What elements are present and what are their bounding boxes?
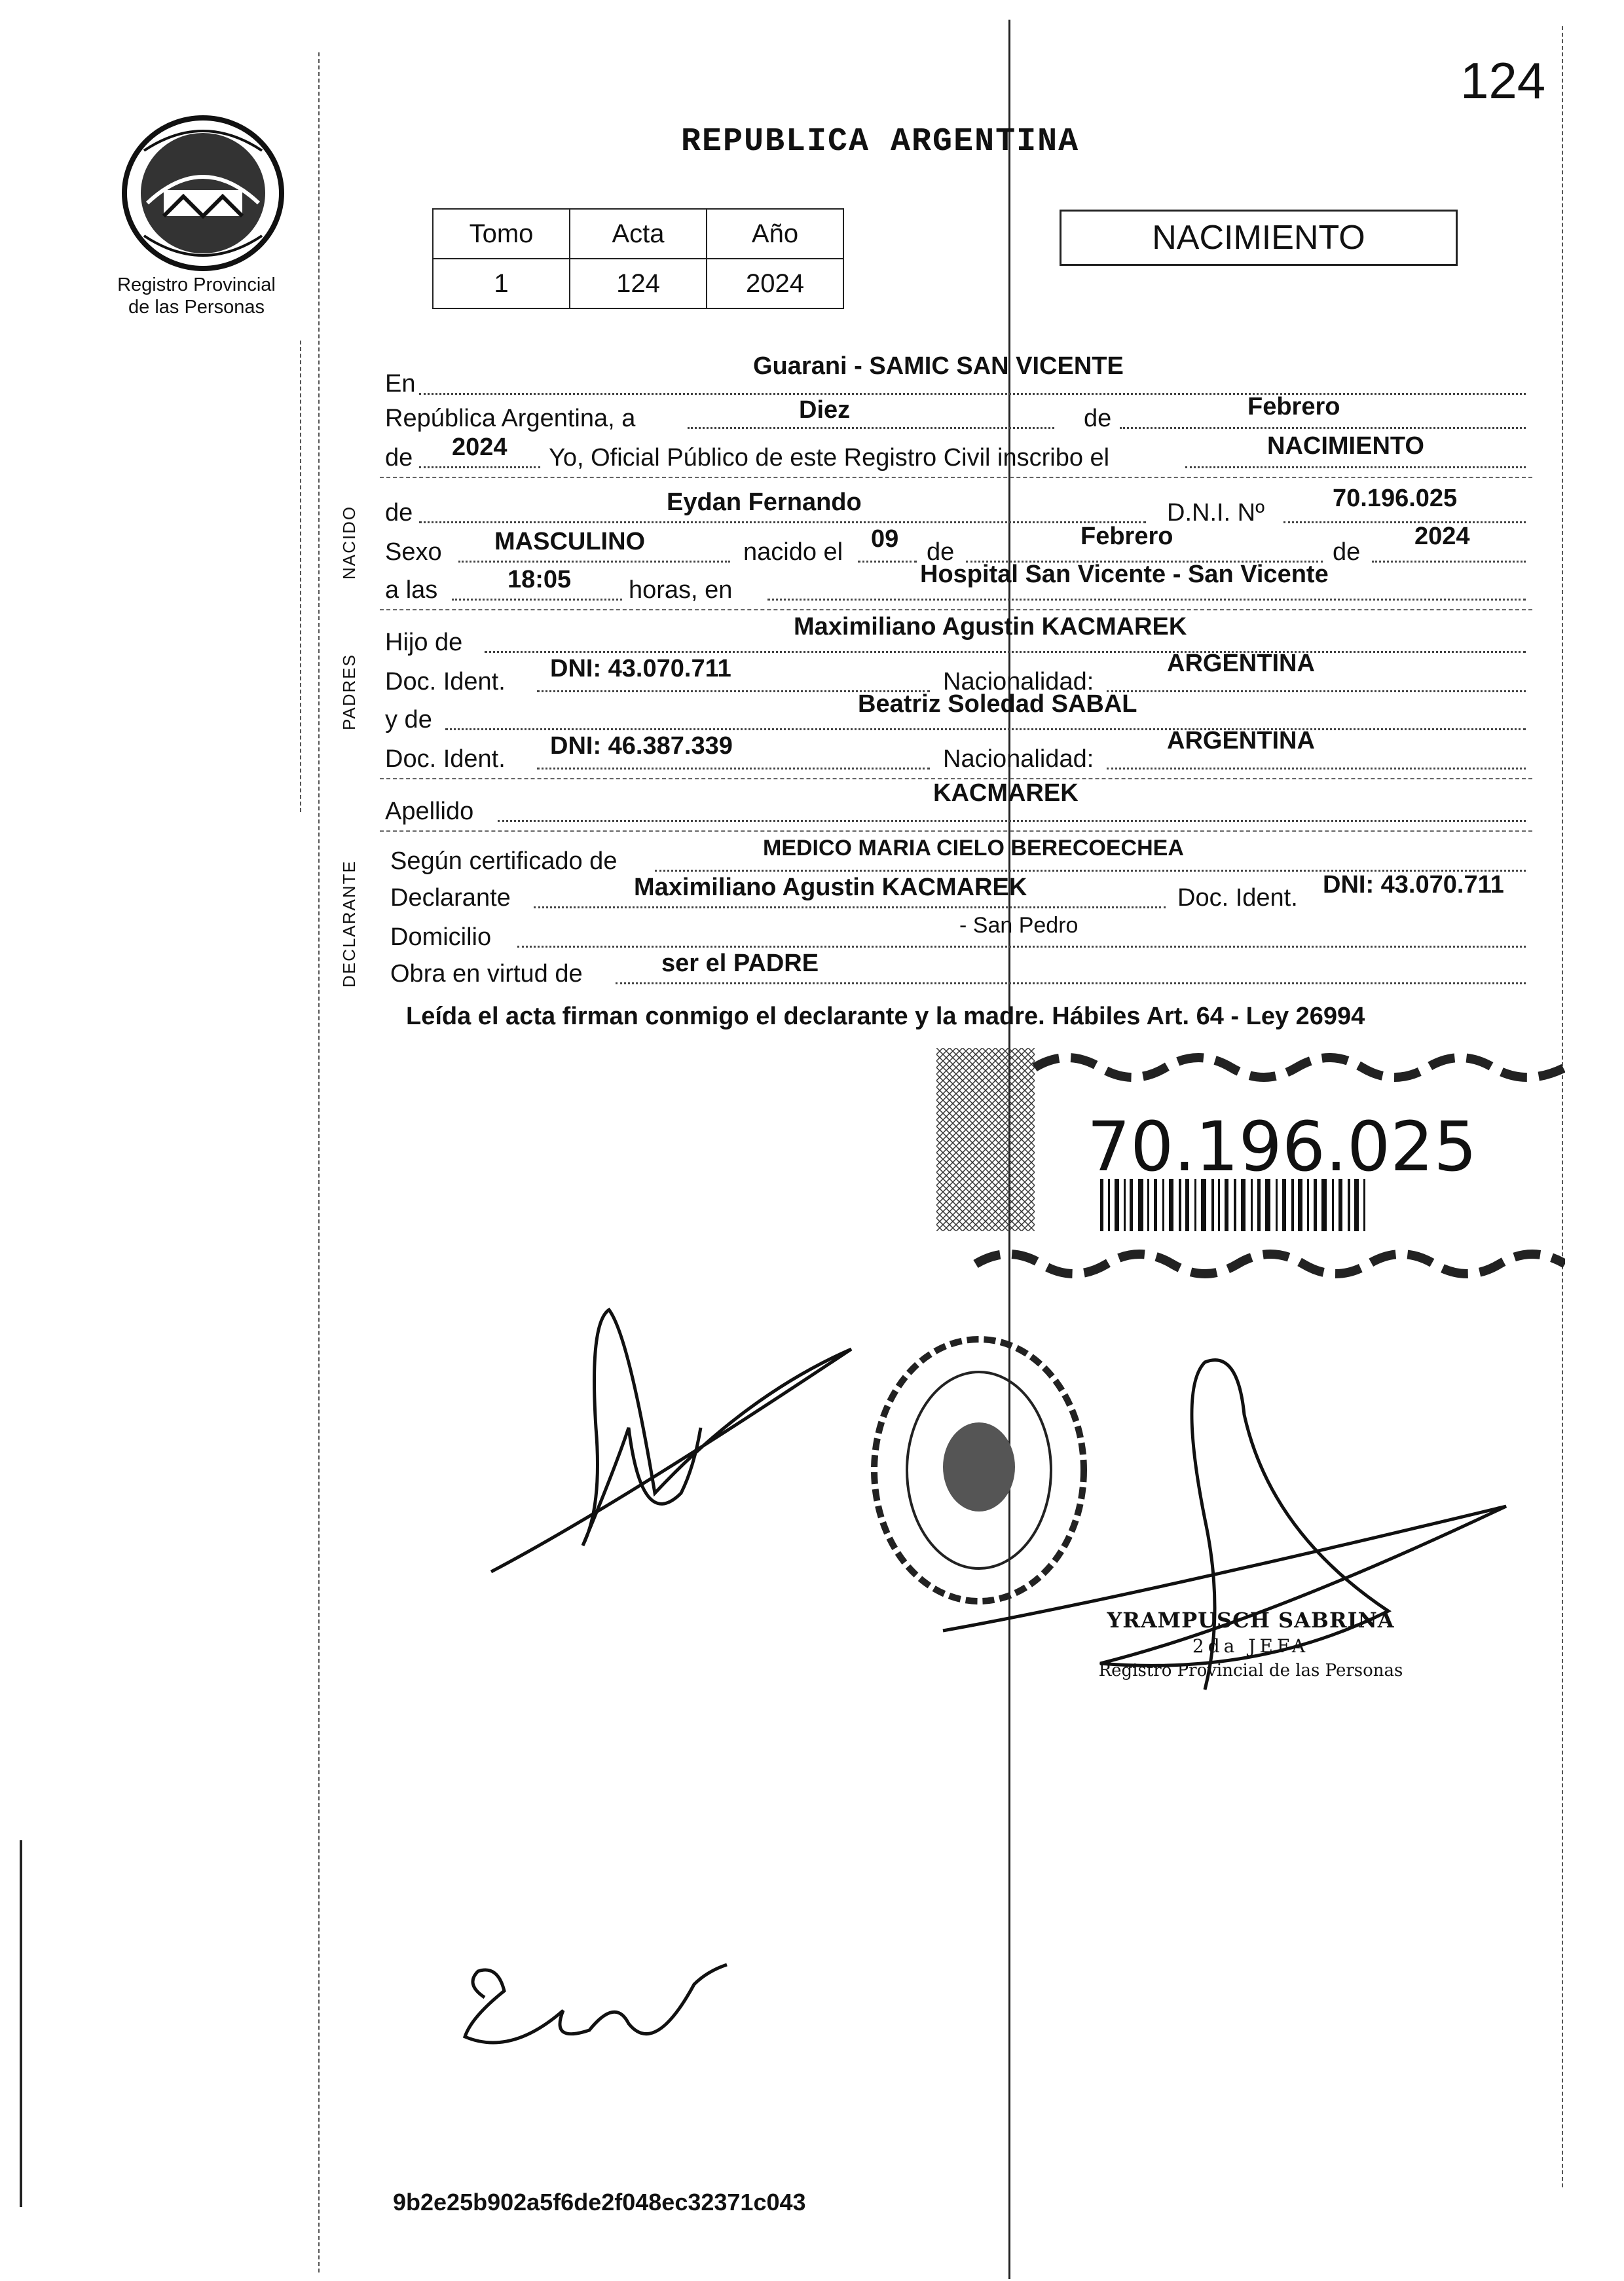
value-declarante: Maximiliano Agustin KACMAREK [634, 874, 1027, 901]
label-nac1: Nacionalidad: [943, 668, 1094, 695]
registry-table [432, 208, 844, 309]
province-logo [105, 111, 301, 278]
dotted-line [688, 427, 1054, 429]
label-doc2: Doc. Ident. [385, 745, 506, 773]
label-nombre: de [385, 499, 413, 527]
dotted-line [452, 599, 622, 601]
table-value-anio: 2024 [707, 259, 843, 308]
value-cert: MEDICO MARIA CIELO BERECOECHEA [763, 836, 1184, 861]
closing-statement: Leída el acta firman conmigo el declarante y la madre. Hábiles Art. 64 - Ley 26994 [406, 1003, 1365, 1030]
label-nac2: Nacionalidad: [943, 745, 1094, 773]
label-domicilio: Domicilio [390, 923, 492, 951]
value-decl-doc: DNI: 43.070.711 [1323, 871, 1504, 899]
value-mes: Febrero [1247, 393, 1340, 420]
value-lugar: Hospital San Vicente - San Vicente [920, 561, 1329, 588]
dotted-line [458, 561, 730, 563]
left-margin-line [318, 52, 320, 2272]
side-label-padres: PADRES [339, 654, 359, 730]
label-nac-de: de [927, 538, 955, 566]
label-doc1: Doc. Ident. [385, 668, 506, 695]
registry-caption-line2: de las Personas [128, 297, 265, 318]
value-en: Guarani - SAMIC SAN VICENTE [753, 352, 1124, 380]
label-yde: y de [385, 706, 432, 733]
section-divider [380, 830, 1532, 832]
dotted-line [1120, 427, 1526, 429]
dotted-line [534, 906, 1166, 908]
value-nac-mes: Febrero [1080, 523, 1173, 550]
official-seal-icon [864, 1329, 1094, 1611]
signature-madre-icon [458, 1958, 733, 2063]
value-obra: ser el PADRE [661, 950, 819, 977]
value-nac-dia: 09 [871, 525, 899, 553]
official-stamp-role: 2da JEFA [1192, 1635, 1310, 1657]
section-divider [380, 477, 1532, 478]
value-nombre: Eydan Fernando [667, 489, 862, 516]
label-oficial: Yo, Oficial Público de este Registro Civil inscribo el [549, 444, 1110, 472]
dotted-line [1107, 690, 1526, 692]
table-value-acta: 124 [570, 259, 707, 308]
label-nacido: nacido el [743, 538, 843, 566]
dotted-line [445, 728, 1526, 730]
label-dni: D.N.I. Nº [1167, 499, 1264, 527]
label-de2: de [385, 444, 413, 472]
label-en: En [385, 370, 416, 398]
label-alas: a las [385, 576, 438, 604]
sticker-number: 70.196.025 [1087, 1107, 1477, 1187]
label-apellido: Apellido [385, 798, 474, 825]
dotted-line [419, 466, 540, 468]
registry-caption-line1: Registro Provincial [117, 274, 276, 295]
section-divider [380, 609, 1532, 610]
label-obra: Obra en virtud de [390, 960, 583, 988]
dotted-line [616, 982, 1526, 984]
table-header-tomo: Tomo [433, 209, 570, 259]
value-sexo: MASCULINO [494, 528, 646, 555]
official-stamp-name: YRAMPUSCH SABRINA [1107, 1608, 1395, 1633]
value-dni: 70.196.025 [1333, 485, 1458, 512]
value-dia: Diez [799, 396, 851, 424]
label-declarante: Declarante [390, 884, 511, 912]
dotted-line [1107, 768, 1526, 770]
value-padre: Maximiliano Agustin KACMAREK [794, 613, 1187, 640]
value-nac-anio: 2024 [1414, 523, 1470, 550]
signature-declarante-icon [485, 1297, 891, 1598]
dotted-line [498, 820, 1526, 822]
value-doc2: DNI: 46.387.339 [550, 732, 733, 760]
official-stamp [1080, 1608, 1421, 1680]
page-number: 124 [1460, 52, 1546, 109]
label-cert: Según certificado de [390, 847, 618, 875]
value-nac1: ARGENTINA [1167, 650, 1315, 677]
value-madre: Beatriz Soledad SABAL [858, 690, 1137, 718]
dotted-line [537, 768, 930, 770]
registry-caption [98, 274, 295, 318]
dotted-line [767, 599, 1526, 601]
dotted-line [858, 561, 917, 563]
dotted-line [485, 651, 1526, 653]
dotted-line [419, 521, 1146, 523]
dotted-line [1283, 521, 1526, 523]
dotted-line [1185, 466, 1526, 468]
label-decl-doc: Doc. Ident. [1177, 884, 1298, 912]
value-anio: 2024 [452, 434, 507, 461]
table-header-anio: Año [707, 209, 843, 259]
label-horas: horas, en [629, 576, 733, 604]
value-nac2: ARGENTINA [1167, 727, 1315, 754]
left-edge-line [20, 1840, 22, 2207]
act-type-box: NACIMIENTO [1060, 210, 1458, 266]
table-header-acta: Acta [570, 209, 707, 259]
side-label-nacido: NACIDO [339, 505, 359, 580]
dotted-line [419, 393, 1526, 395]
label-de: de [1084, 405, 1112, 432]
dotted-line [517, 946, 1526, 948]
document-title: REPUBLICA ARGENTINA [681, 123, 1080, 160]
value-doc1: DNI: 43.070.711 [550, 655, 731, 682]
document-hash: 9b2e25b902a5f6de2f048ec32371c043 [393, 2189, 806, 2216]
table-value-tomo: 1 [433, 259, 570, 308]
dotted-line [1372, 561, 1526, 563]
label-hijo: Hijo de [385, 629, 463, 656]
label-nac-de2: de [1333, 538, 1361, 566]
value-domicilio: - San Pedro [959, 913, 1079, 938]
label-republica: República Argentina, a [385, 405, 636, 432]
value-hora: 18:05 [507, 566, 572, 593]
value-inscribe: NACIMIENTO [1267, 432, 1424, 460]
label-sexo: Sexo [385, 538, 442, 566]
province-seal-icon [118, 111, 288, 275]
value-apellido: KACMAREK [933, 779, 1079, 807]
official-stamp-office: Registro Provincial de las Personas [1098, 1661, 1403, 1680]
inner-left-margin-line [300, 341, 301, 812]
side-label-declarante: DECLARANTE [339, 860, 359, 988]
